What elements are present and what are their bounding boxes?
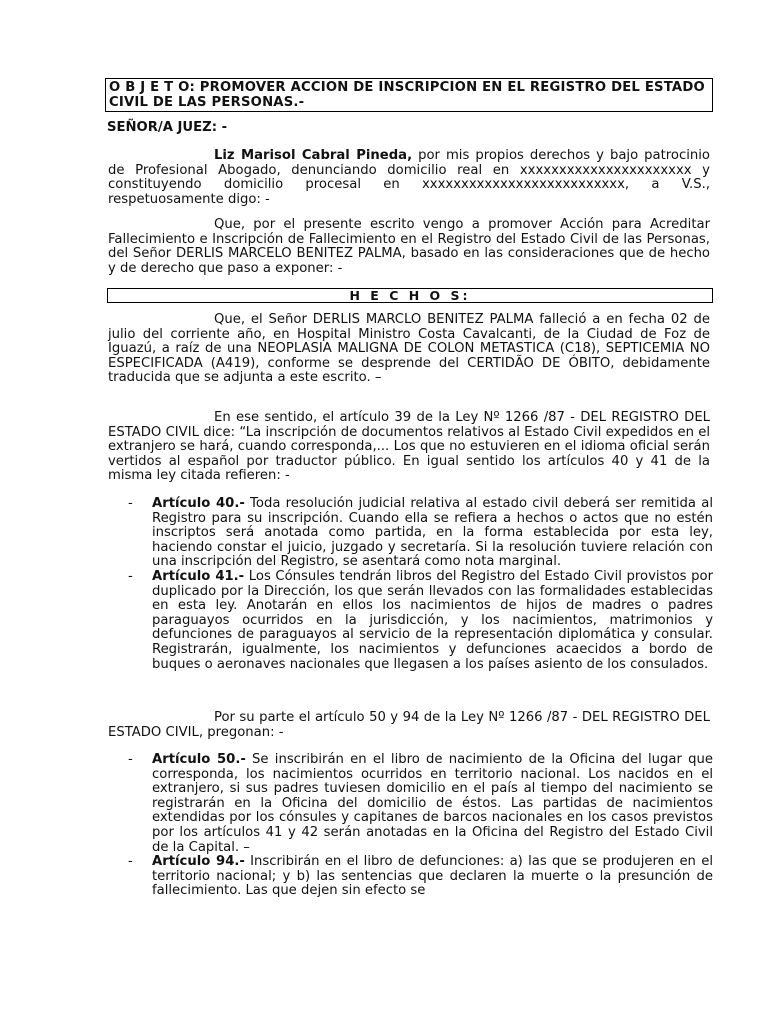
- intro-paragraph: [108, 149, 710, 207]
- list-dash: -: [128, 496, 133, 511]
- hechos-paragraph-2: [108, 411, 710, 484]
- hechos-paragraph-1: [108, 313, 710, 386]
- petitioner-name: Liz Marisol Cabral Pineda,: [214, 148, 413, 163]
- article-title: Artículo 40.-: [152, 496, 245, 511]
- hechos-paragraph-3: [108, 711, 710, 740]
- que-paragraph: [108, 218, 710, 276]
- articles-list-a: [108, 497, 713, 672]
- list-dash: -: [128, 752, 133, 767]
- article-title: Artículo 94.-: [152, 854, 245, 870]
- hechos-heading: H E C H O S:: [107, 288, 713, 303]
- list-dash: -: [128, 854, 133, 870]
- article-50-item: [108, 753, 713, 855]
- salutation: SEÑOR/A JUEZ: -: [107, 120, 228, 135]
- article-94-item: [108, 855, 713, 899]
- article-text: Inscribirán en el libro de defunciones: a) las que se produjeren en el territorio nacional; y b) las sentencias que declaren la muerte o la presunción de fallecimiento. Las que dejen sin efecto se: [152, 854, 713, 899]
- hechos-text-1: Que, el Señor DERLIS MARCLO BENITEZ PALMA falleció a en fecha 02 de julio del corriente año, en Hospital Ministro Costa Cavalcanti, de la Ciudad de Foz de Iguazú, a raíz de una NEOPLASIA MALIGNA DE COLON METASTICA (C18), SEPTICEMIA NO ESPECIFICADA (A419), conforme se desprende del CERTIDÃO DE ÓBITO, debidamente traducida que se adjunta a este escrito. –: [108, 312, 710, 386]
- hechos-text-3: Por su parte el artículo 50 y 94 de la Ley Nº 1266 /87 - DEL REGISTRO DEL ESTADO CIVIL, pregonan: -: [108, 710, 710, 740]
- article-title: Artículo 41.-: [152, 568, 245, 584]
- article-text: Se inscribirán en el libro de nacimiento de la Oficina del lugar que corresponda, los nacimientos ocurridos en territorio nacional. Los nacidos en el extranjero, si sus padres tuviesen domicilio en el país al tiempo del nacimiento se registrarán en la Oficina del domicilio de éstos. Las partidas de nacimientos extendidas por los cónsules y capitanes de barcos nacionales en los casos previstos por los artículos 41 y 42 serán anotadas en la Oficina del Registro del Estado Civil de la Capital. –: [152, 752, 714, 855]
- intro-text: por mis propios derechos y bajo patrocinio de Profesional Abogado, denunciando domicilio real en xxxxxxxxxxxxxxxxxxxxxx y constituyendo domicilio procesal en xxxxxxxxxxxxxxxxxxxxxxxxxx, a V.S., respetuosamente digo: -: [108, 148, 710, 207]
- objeto-box: O B J E T O: PROMOVER ACCION DE INSCRIPCION EN EL REGISTRO DEL ESTADO CIVIL DE LAS PERSONAS.-: [105, 78, 713, 112]
- article-text: Toda resolución judicial relativa al estado civil deberá ser remitida al Registro para su inscripción. Cuando ella se refiera a hechos o actos que no estén inscriptos será anotada como partida, en la forma establecida por esta ley, haciendo constar el juicio, juzgado y secretaría. Si la resolución tuviere relación con una inscripción del Registro, se asentará como nota marginal.: [152, 496, 713, 570]
- article-title: Artículo 50.-: [152, 752, 246, 767]
- que-text: Que, por el presente escrito vengo a promover Acción para Acreditar Fallecimiento e Inscripción de Fallecimiento en el Registro del Estado Civil de las Personas, del Señor DERLIS MARCELO BENITEZ PALMA, basado en las consideraciones que de hecho y de derecho que paso a exponer: -: [108, 217, 710, 276]
- hechos-text-2: En ese sentido, el artículo 39 de la Ley Nº 1266 /87 - DEL REGISTRO DEL ESTADO CIVIL dice: “La inscripción de documentos relativos al Estado Civil expedidos en el extranjero se hará, cuando corresponda,... Los que no estuvieren en el idioma oficial serán vertidos al español por traductor público. En igual sentido los artículos 40 y 41 de la misma ley citada refieren: -: [108, 410, 710, 484]
- article-40-item: [108, 497, 713, 570]
- article-41-item: [108, 570, 713, 672]
- list-dash: -: [128, 568, 133, 584]
- article-text: Los Cónsules tendrán libros del Registro del Estado Civil provistos por duplicado por la Dirección, los que serán llevados con las formalidades establecidas en esta ley. Anotarán en ellos los nacimientos de hijos de madres o padres paraguayos ocurridos en la jurisdicción, y los nacimientos, matrimonios y defunciones de paraguayos al servicio de la representación diplomática y consular. Registrarán, igualmente, los nacimientos y defunciones acaecidos a bordo de buques o aeronaves nacionales que llegasen a los países asiento de los consulados.: [152, 568, 713, 672]
- articles-list-b: [108, 753, 713, 899]
